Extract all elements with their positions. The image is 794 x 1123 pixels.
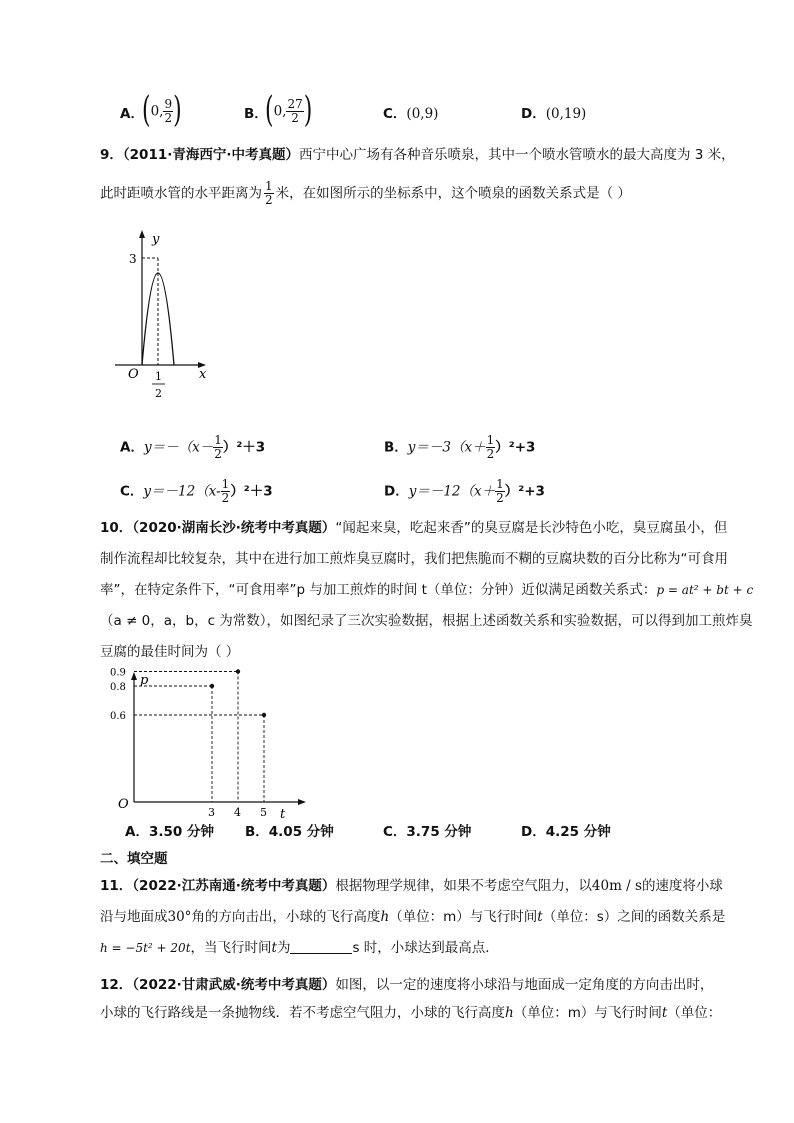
- q11-line3: h = −5t² + 20t，当飞行时间t为 s 时，小球达到最高点．: [100, 940, 499, 956]
- q10-line5: 豆腐的最佳时间为（ ）: [100, 644, 240, 660]
- q9-parabola-graph: [110, 228, 220, 408]
- q9-line1: 9．（2011·青海西宁·中考真题）西宁中心广场有各种音乐喷泉，其中一个喷水管喷水的最大高度为 3 米，: [100, 147, 735, 163]
- q12-line1: 12．（2022·甘肃武威·统考中考真题）如图，以一定的速度将小球沿与地面成一定角度的方向击出时，: [100, 977, 714, 993]
- q9-option-a: A．y＝－（x－ $\frac{1}{2}$ ）²＋3: [120, 433, 266, 461]
- data-point-0: [210, 684, 214, 688]
- y-axis-label: y: [152, 232, 160, 247]
- q10-option-b: B．4.05 分钟: [245, 824, 334, 840]
- origin-label: O: [118, 797, 129, 812]
- q10-line1: 10．（2020·湖南长沙·统考中考真题）“闻起来臭，吃起来香”的臭豆腐是长沙特色小吃，臭豆腐虽小，但: [100, 520, 728, 536]
- q8-option-a: A．: [120, 106, 144, 122]
- y-tick-label-0: 0.9: [110, 667, 126, 679]
- q12-line2: 小球的飞行路线是一条抛物线．若不考虑空气阻力，小球的飞行高度h（单位：m）与飞行时间t（单位：: [100, 1005, 722, 1021]
- y-axis-arrow-icon: [131, 672, 137, 680]
- data-point-2: [262, 713, 266, 717]
- q10-option-a: A．3.50 分钟: [125, 824, 214, 840]
- q8-option-a-value: (0, $\frac{9}{2}$ ): [142, 90, 182, 131]
- q9-option-d: D．y＝－12（x＋ $\frac{1}{2}$ ）²+3: [384, 477, 545, 505]
- x-axis-label: x: [199, 367, 207, 382]
- peak-label: 3: [129, 252, 137, 266]
- x-axis-label: t: [280, 807, 286, 818]
- section-title: 二、填空题: [100, 851, 168, 867]
- q8-option-b: B．: [244, 106, 268, 122]
- answer-blank[interactable]: [290, 939, 352, 954]
- q9-option-b: B．y＝－3（x＋ $\frac{1}{2}$ ）²+3: [384, 433, 536, 461]
- q11-line2: 沿与地面成30°角的方向击出，小球的飞行高度h（单位：m）与飞行时间t（单位：s）之间的函数关系是: [100, 909, 726, 925]
- q10-line4: （a ≠ 0，a，b，c 为常数），如图纪录了三次实验数据，根据上述函数关系和实验数据，可以得到加工煎炸臭: [100, 613, 753, 629]
- data-point-1: [236, 669, 240, 673]
- x-tick-label-0: 3: [208, 806, 215, 818]
- q11-line1: 11．（2022·江苏南通·统考中考真题）根据物理学规律，如果不考虑空气阻力，以40m / s的速度将小球: [100, 878, 723, 894]
- q10-scatter-chart: [108, 666, 308, 818]
- x-tick-label-2: 5: [260, 806, 267, 818]
- q8-option-b-value: (0, $\frac{27}{2}$ ): [265, 90, 313, 131]
- q8-option-d: D．(0,19): [521, 106, 587, 122]
- y-tick-label-1: 0.8: [110, 682, 126, 693]
- x-mark-den: 2: [155, 387, 162, 400]
- x-axis-arrow-icon: [298, 799, 306, 805]
- q10-option-c: C．3.75 分钟: [383, 824, 472, 840]
- q8-option-c: C．(0,9): [383, 106, 439, 122]
- y-axis-label: p: [140, 673, 149, 688]
- q10-option-d: D．4.25 分钟: [521, 824, 611, 840]
- q10-line3: 率”，在特定条件下，“可食用率”p 与加工煎炸的时间 t（单位：分钟）近似满足函数关系式：p = at² + bt + c: [100, 582, 754, 598]
- q9-line2: 此时距喷水管的水平距离为 $\frac{1}{2}$ 米，在如图所示的坐标系中，这个喷泉的函数关系式是（ ）: [100, 179, 631, 207]
- y-tick-label-2: 0.6: [110, 711, 126, 722]
- origin-label: O: [128, 367, 139, 382]
- q10-line2: 制作流程却比较复杂，其中在进行加工煎炸臭豆腐时，我们把焦脆而不糊的豆腐块数的百分比称为“可食用: [100, 551, 728, 567]
- x-mark-num: 1: [155, 370, 162, 383]
- q9-option-c: C．y＝－12（x- $\frac{1}{2}$ ）²＋3: [120, 477, 273, 505]
- x-tick-label-1: 4: [234, 806, 241, 818]
- y-axis-arrow-icon: [139, 230, 145, 238]
